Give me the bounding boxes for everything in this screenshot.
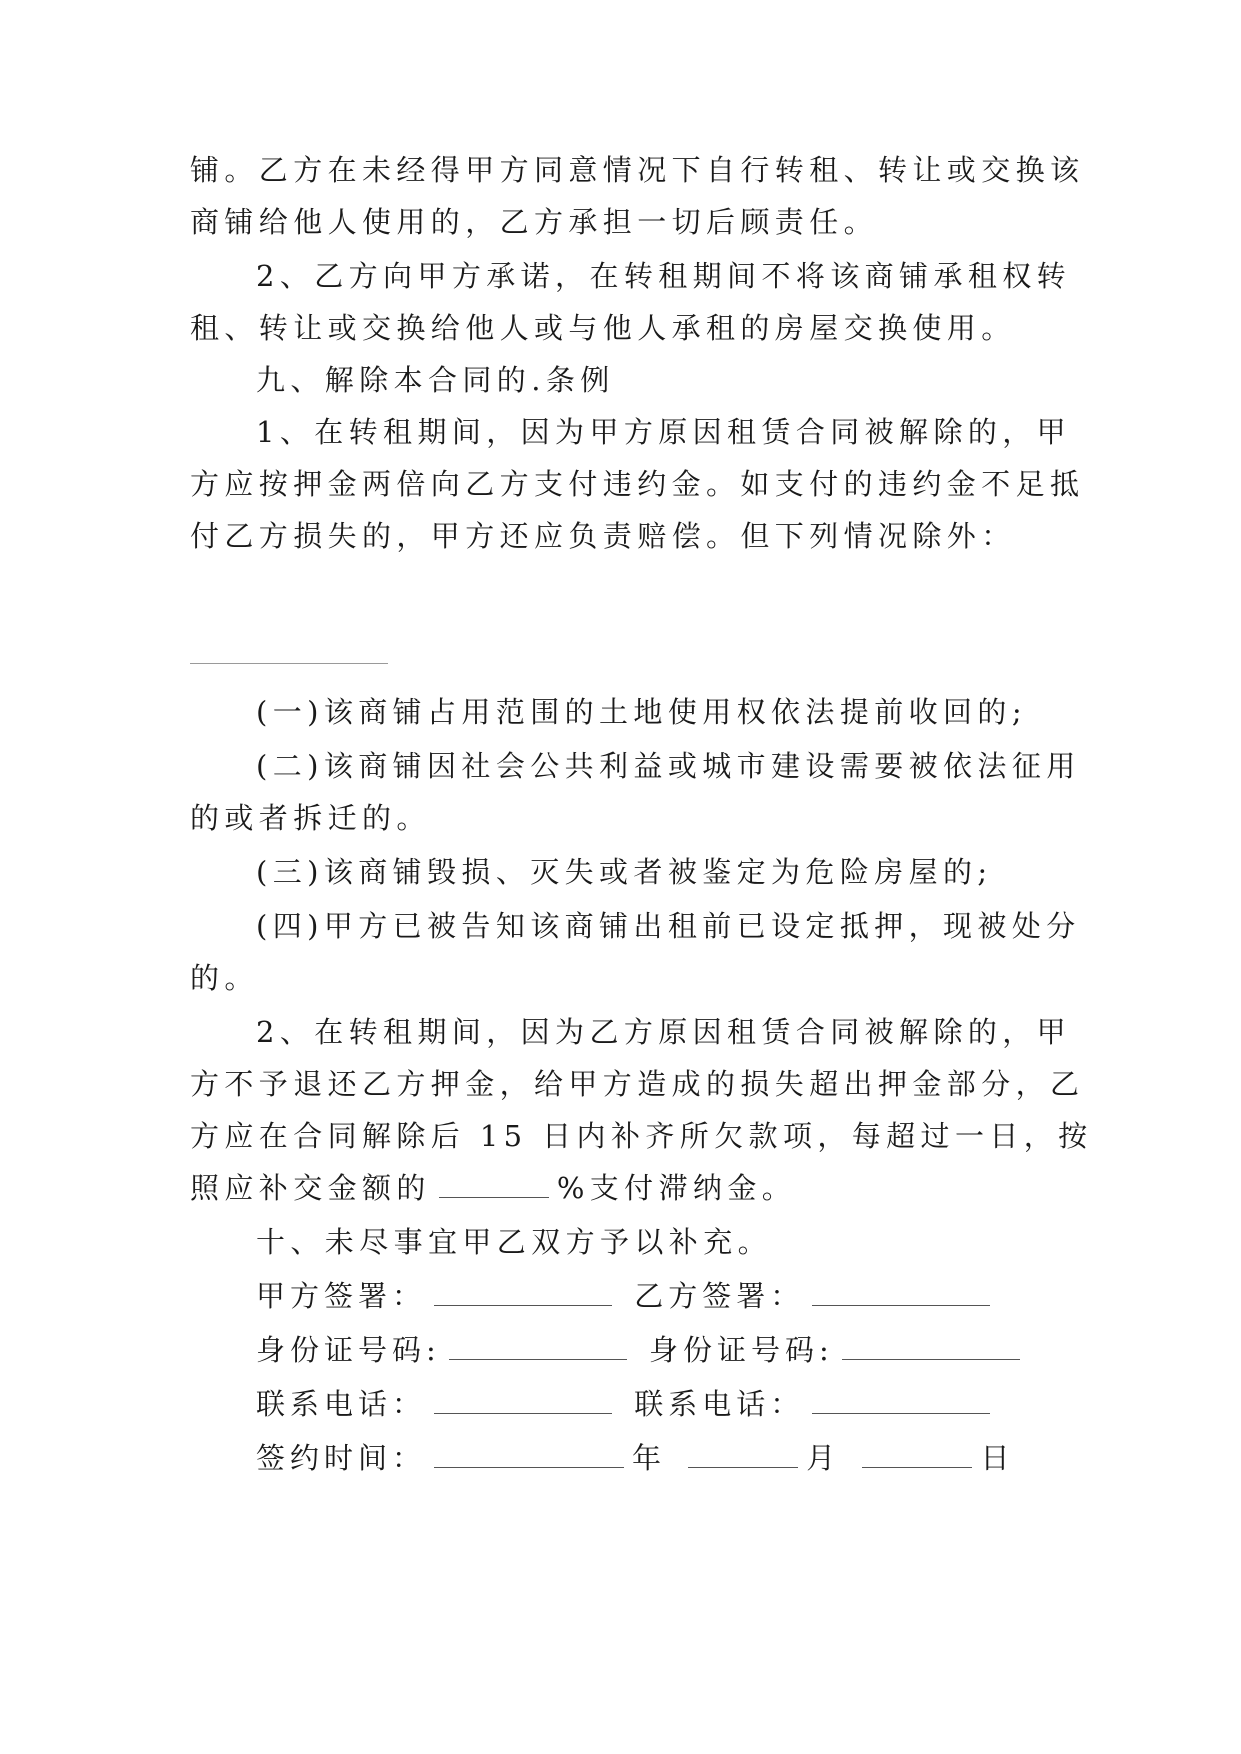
clause-item: (一)该商铺占用范围的土地使用权依法提前收回的;: [256, 695, 1027, 729]
day-label: 日: [980, 1441, 1015, 1475]
late-fee-text-suffix: %支付滞纳金。: [556, 1171, 797, 1205]
month-blank[interactable]: [688, 1441, 798, 1468]
clause-item: (二)该商铺因社会公共利益或城市建设需要被依法征用: [256, 749, 1081, 783]
signing-date-row: [256, 1438, 1015, 1478]
section-heading-9: 九、解除本合同的.条例: [256, 363, 615, 397]
paragraph-line: 2、乙方向甲方承诺，在转租期间不将该商铺承租权转: [256, 259, 1072, 293]
late-fee-text-prefix: 照应补交金额的: [190, 1171, 431, 1205]
footnote-divider: [190, 663, 388, 664]
party-b-id-label: 身份证号码:: [649, 1333, 834, 1367]
paragraph-line: 方应在合同解除后 15 日内补齐所欠款项，每超过一日，按: [190, 1119, 1093, 1153]
signature-row: [256, 1276, 998, 1316]
party-a-phone-blank[interactable]: [434, 1387, 612, 1414]
paragraph-line: [190, 1168, 1050, 1208]
paragraph-line: 付乙方损失的，甲方还应负责赔偿。但下列情况除外：: [190, 519, 1016, 553]
late-fee-percent-blank[interactable]: [439, 1171, 549, 1198]
party-a-phone-label: 联系电话：: [256, 1387, 427, 1421]
party-b-id-blank[interactable]: [842, 1333, 1020, 1360]
party-b-sign-label: 乙方签署：: [634, 1279, 805, 1313]
clause-item: (三)该商铺毁损、灭失或者被鉴定为危险房屋的;: [256, 855, 993, 889]
party-a-sign-label: 甲方签署：: [256, 1279, 427, 1313]
section-heading-10: 十、未尽事宜甲乙双方予以补充。: [256, 1225, 773, 1259]
paragraph-line: 铺。乙方在未经得甲方同意情况下自行转租、转让或交换该: [190, 153, 1085, 187]
party-b-phone-blank[interactable]: [812, 1387, 990, 1414]
party-b-phone-label: 联系电话：: [634, 1387, 805, 1421]
paragraph-line: 租、转让或交换给他人或与他人承租的房屋交换使用。: [190, 311, 1016, 345]
paragraph-line: 1、在转租期间，因为甲方原因租赁合同被解除的，甲: [256, 415, 1072, 449]
month-label: 月: [806, 1441, 841, 1475]
year-blank[interactable]: [434, 1441, 624, 1468]
paragraph-line: 商铺给他人使用的，乙方承担一切后顾责任。: [190, 205, 879, 239]
party-b-sign-blank[interactable]: [812, 1279, 990, 1306]
clause-item: (四)甲方已被告知该商铺出租前已设定抵押，现被处分: [256, 909, 1081, 943]
party-a-sign-blank[interactable]: [434, 1279, 612, 1306]
clause-item: 的。: [190, 961, 259, 995]
day-blank[interactable]: [862, 1441, 972, 1468]
paragraph-line: 方应按押金两倍向乙方支付违约金。如支付的违约金不足抵: [190, 467, 1085, 501]
year-label: 年: [632, 1441, 667, 1475]
id-number-row: [256, 1330, 1028, 1370]
clause-item: 的或者拆迁的。: [190, 801, 431, 835]
date-label: 签约时间：: [256, 1441, 427, 1475]
party-a-id-blank[interactable]: [449, 1333, 627, 1360]
phone-row: [256, 1384, 998, 1424]
paragraph-line: 方不予退还乙方押金，给甲方造成的损失超出押金部分，乙: [190, 1067, 1085, 1101]
party-a-id-label: 身份证号码:: [256, 1333, 441, 1367]
paragraph-line: 2、在转租期间，因为乙方原因租赁合同被解除的，甲: [256, 1015, 1072, 1049]
